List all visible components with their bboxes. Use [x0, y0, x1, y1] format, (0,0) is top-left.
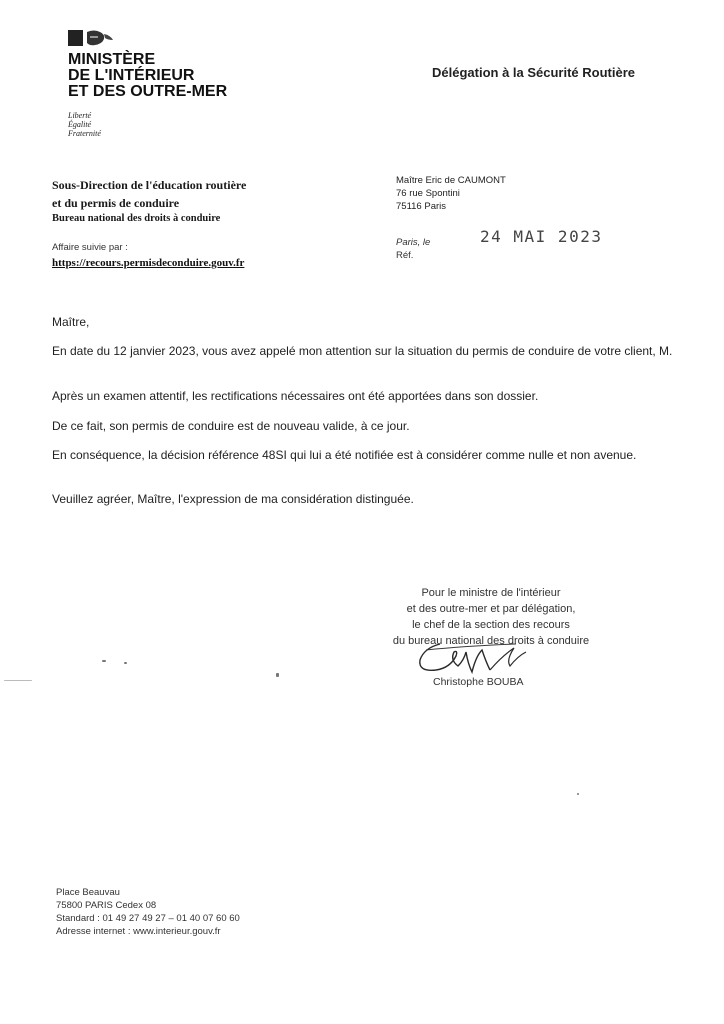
- subdirection-line-2: et du permis de conduire: [52, 196, 180, 210]
- handwritten-signature-icon: [406, 626, 556, 682]
- recipient-address: [396, 174, 506, 213]
- recipient-street: 76 rue Spontini: [396, 188, 460, 199]
- signer-name: Christophe BOUBA: [433, 676, 524, 688]
- body-paragraph-1: En date du 12 janvier 2023, vous avez appelé mon attention sur la situation du permis de conduire de votre client, M.: [52, 344, 673, 358]
- motto-liberte: Liberté: [68, 111, 92, 120]
- footer-line-4: Adresse internet : www.interieur.gouv.fr: [56, 926, 221, 937]
- signature-line-1: Pour le ministre de l'intérieur: [421, 587, 561, 599]
- recipient-city: 75116 Paris: [396, 201, 446, 212]
- date-stamp: 24 MAI 2023: [480, 227, 603, 246]
- body-paragraph-4: En conséquence, la décision référence 48SI qui lui a été notifiée est à considérer comme nulle et non avenue.: [52, 448, 637, 462]
- motto-fraternite: Fraternité: [68, 129, 101, 138]
- footer-line-2: 75800 PARIS Cedex 08: [56, 900, 157, 911]
- reference-label: Réf.: [396, 250, 414, 261]
- affaire-label: Affaire suivie par :: [52, 242, 128, 253]
- marianne-logo-icon: [68, 28, 114, 48]
- ministry-line-3: ET DES OUTRE-MER: [68, 83, 228, 100]
- body-paragraph-3: De ce fait, son permis de conduire est de nouveau valide, à ce jour.: [52, 419, 410, 433]
- ministry-line-2: DE L'INTÉRIEUR: [68, 67, 195, 84]
- scan-speck: [577, 793, 579, 795]
- signature-line-2: et des outre-mer et par délégation,: [406, 603, 576, 615]
- footer-line-1: Place Beauvau: [56, 887, 120, 898]
- recipient-name: Maître Eric de CAUMONT: [396, 175, 506, 186]
- footer-address: [56, 886, 240, 938]
- ministry-line-1: MINISTÈRE: [68, 51, 156, 68]
- subdirection-line-1: Sous-Direction de l'éducation routière: [52, 178, 247, 192]
- sender-subdirection: [52, 176, 246, 212]
- body-paragraph-2: Après un examen attentif, les rectifications nécessaires ont été apportées dans son dossier.: [52, 389, 539, 403]
- republic-motto: [68, 111, 101, 138]
- signature-line-3: le chef de la section des recours: [412, 619, 570, 631]
- footer-line-3: Standard : 01 49 27 49 27 – 01 40 07 60 60: [56, 913, 240, 924]
- salutation: Maître,: [52, 315, 90, 329]
- sender-bureau: Bureau national des droits à conduire: [52, 213, 221, 224]
- motto-egalite: Égalité: [68, 120, 92, 129]
- closing-paragraph: Veuillez agréer, Maître, l'expression de ma considération distinguée.: [52, 492, 414, 506]
- recours-link[interactable]: https://recours.permisdeconduire.gouv.fr: [52, 257, 245, 269]
- delegation-title: Délégation à la Sécurité Routière: [432, 65, 636, 80]
- scan-speck: [102, 660, 106, 662]
- scan-speck: [4, 680, 32, 681]
- ministry-name: [68, 52, 227, 100]
- signature-line-4: du bureau national des droits à conduire: [392, 635, 590, 647]
- scan-speck: [124, 662, 127, 664]
- place-label: Paris, le: [396, 237, 431, 248]
- scan-speck: [276, 673, 279, 677]
